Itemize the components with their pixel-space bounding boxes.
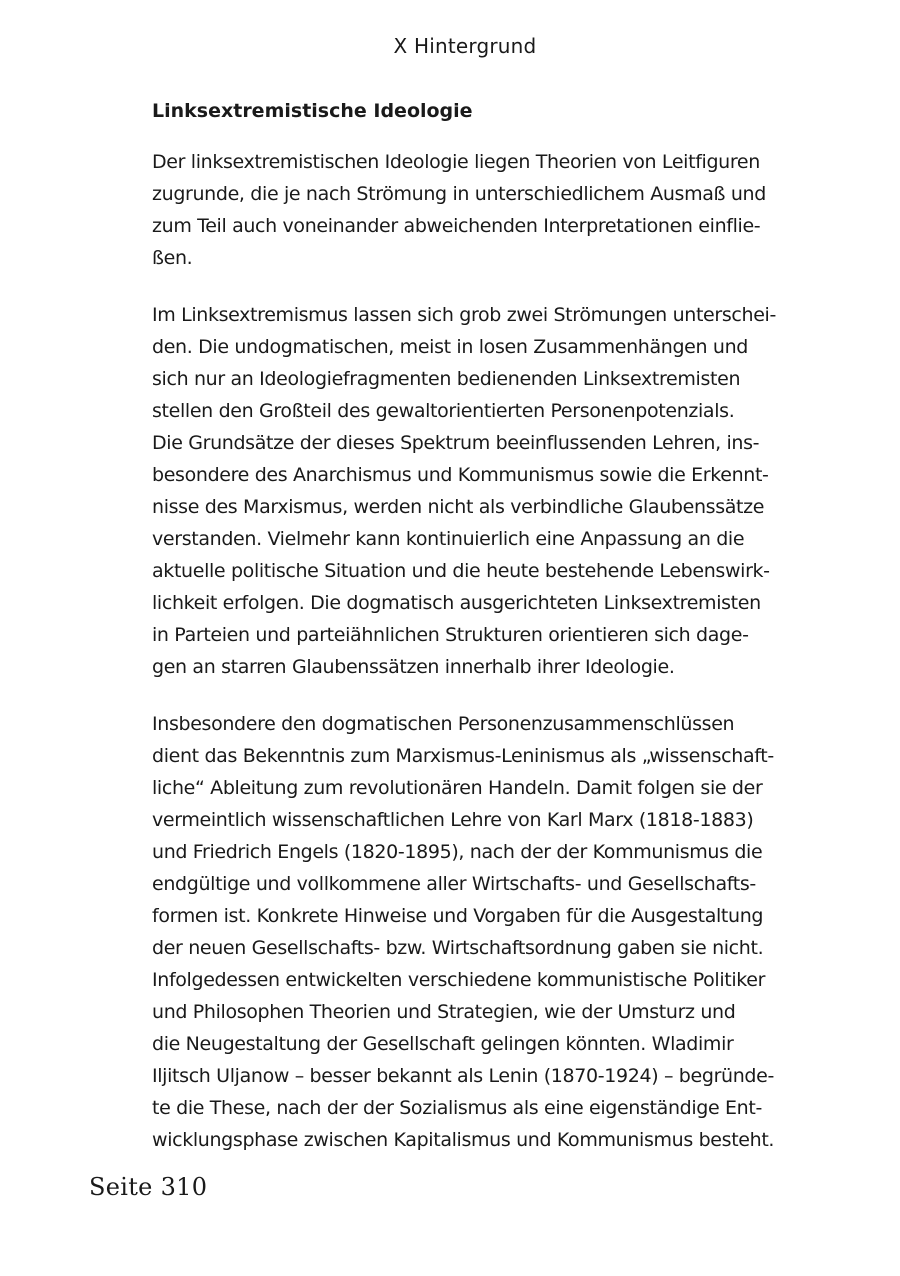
- text-line: aktuelle politische Situation und die heute bestehende Lebenswirk-: [152, 560, 770, 582]
- page-number: Seite 310: [89, 1173, 208, 1201]
- text-line: und Philosophen Theorien und Strategien, wie der Umsturz und: [152, 1001, 736, 1023]
- text-line: zugrunde, die je nach Strömung in unterschiedlichem Ausmaß und: [152, 183, 766, 205]
- text-line: dient das Bekenntnis zum Marxismus-Leninismus als „wissenschaft-: [152, 745, 774, 767]
- paragraph-2: [152, 299, 812, 683]
- text-line: Infolgedessen entwickelten verschiedene kommunistische Politiker: [152, 969, 766, 991]
- text-line: sich nur an Ideologiefragmenten bedienenden Linksextremisten: [152, 368, 741, 390]
- text-line: endgültige und vollkommene aller Wirtschafts- und Gesellschafts-: [152, 873, 756, 895]
- text-line: formen ist. Konkrete Hinweise und Vorgaben für die Ausgestaltung: [152, 905, 764, 927]
- text-line: lichkeit erfolgen. Die dogmatisch ausgerichteten Linksextremisten: [152, 592, 761, 614]
- text-line: liche“ Ableitung zum revolutionären Handeln. Damit folgen sie der: [152, 777, 763, 799]
- text-line: in Parteien und parteiähnlichen Strukturen orientieren sich dage-: [152, 624, 749, 646]
- text-line: der neuen Gesellschafts- bzw. Wirtschaftsordnung gaben sie nicht.: [152, 937, 764, 959]
- text-line: Im Linksextremismus lassen sich grob zwei Strömungen unterschei-: [152, 304, 776, 326]
- text-line: den. Die undogmatischen, meist in losen Zusammenhängen und: [152, 336, 748, 358]
- text-line: wicklungsphase zwischen Kapitalismus und Kommunismus besteht.: [152, 1129, 775, 1151]
- text-line: Iljitsch Uljanow – besser bekannt als Lenin (1870-1924) – begründe-: [152, 1065, 774, 1087]
- text-line: stellen den Großteil des gewaltorientierten Personenpotenzials.: [152, 400, 735, 422]
- text-line: zum Teil auch voneinander abweichenden Interpretationen einflie-: [152, 215, 761, 237]
- text-line: ßen.: [152, 247, 193, 269]
- text-line: Der linksextremistischen Ideologie liegen Theorien von Leitfiguren: [152, 151, 760, 173]
- section-heading: Linksextremistische Ideologie: [152, 100, 473, 122]
- text-line: verstanden. Vielmehr kann kontinuierlich eine Anpassung an die: [152, 528, 745, 550]
- text-line: te die These, nach der der Sozialismus als eine eigenständige Ent-: [152, 1097, 762, 1119]
- text-line: nisse des Marxismus, werden nicht als verbindliche Glaubenssätze: [152, 496, 765, 518]
- text-line: die Neugestaltung der Gesellschaft gelingen könnten. Wladimir: [152, 1033, 734, 1055]
- text-line: Die Grundsätze der dieses Spektrum beeinflussenden Lehren, ins-: [152, 432, 760, 454]
- page-content: [152, 98, 812, 1156]
- text-line: Insbesondere den dogmatischen Personenzusammenschlüssen: [152, 713, 735, 735]
- text-line: und Friedrich Engels (1820-1895), nach der der Kommunismus die: [152, 841, 763, 863]
- text-line: vermeintlich wissenschaftlichen Lehre von Karl Marx (1818-1883): [152, 809, 754, 831]
- running-header: X Hintergrund: [393, 34, 537, 58]
- paragraph-3: [152, 708, 812, 1156]
- text-line: gen an starren Glaubenssätzen innerhalb ihrer Ideologie.: [152, 656, 675, 678]
- text-line: besondere des Anarchismus und Kommunismus sowie die Erkennt-: [152, 464, 769, 486]
- paragraph-1: [152, 146, 812, 274]
